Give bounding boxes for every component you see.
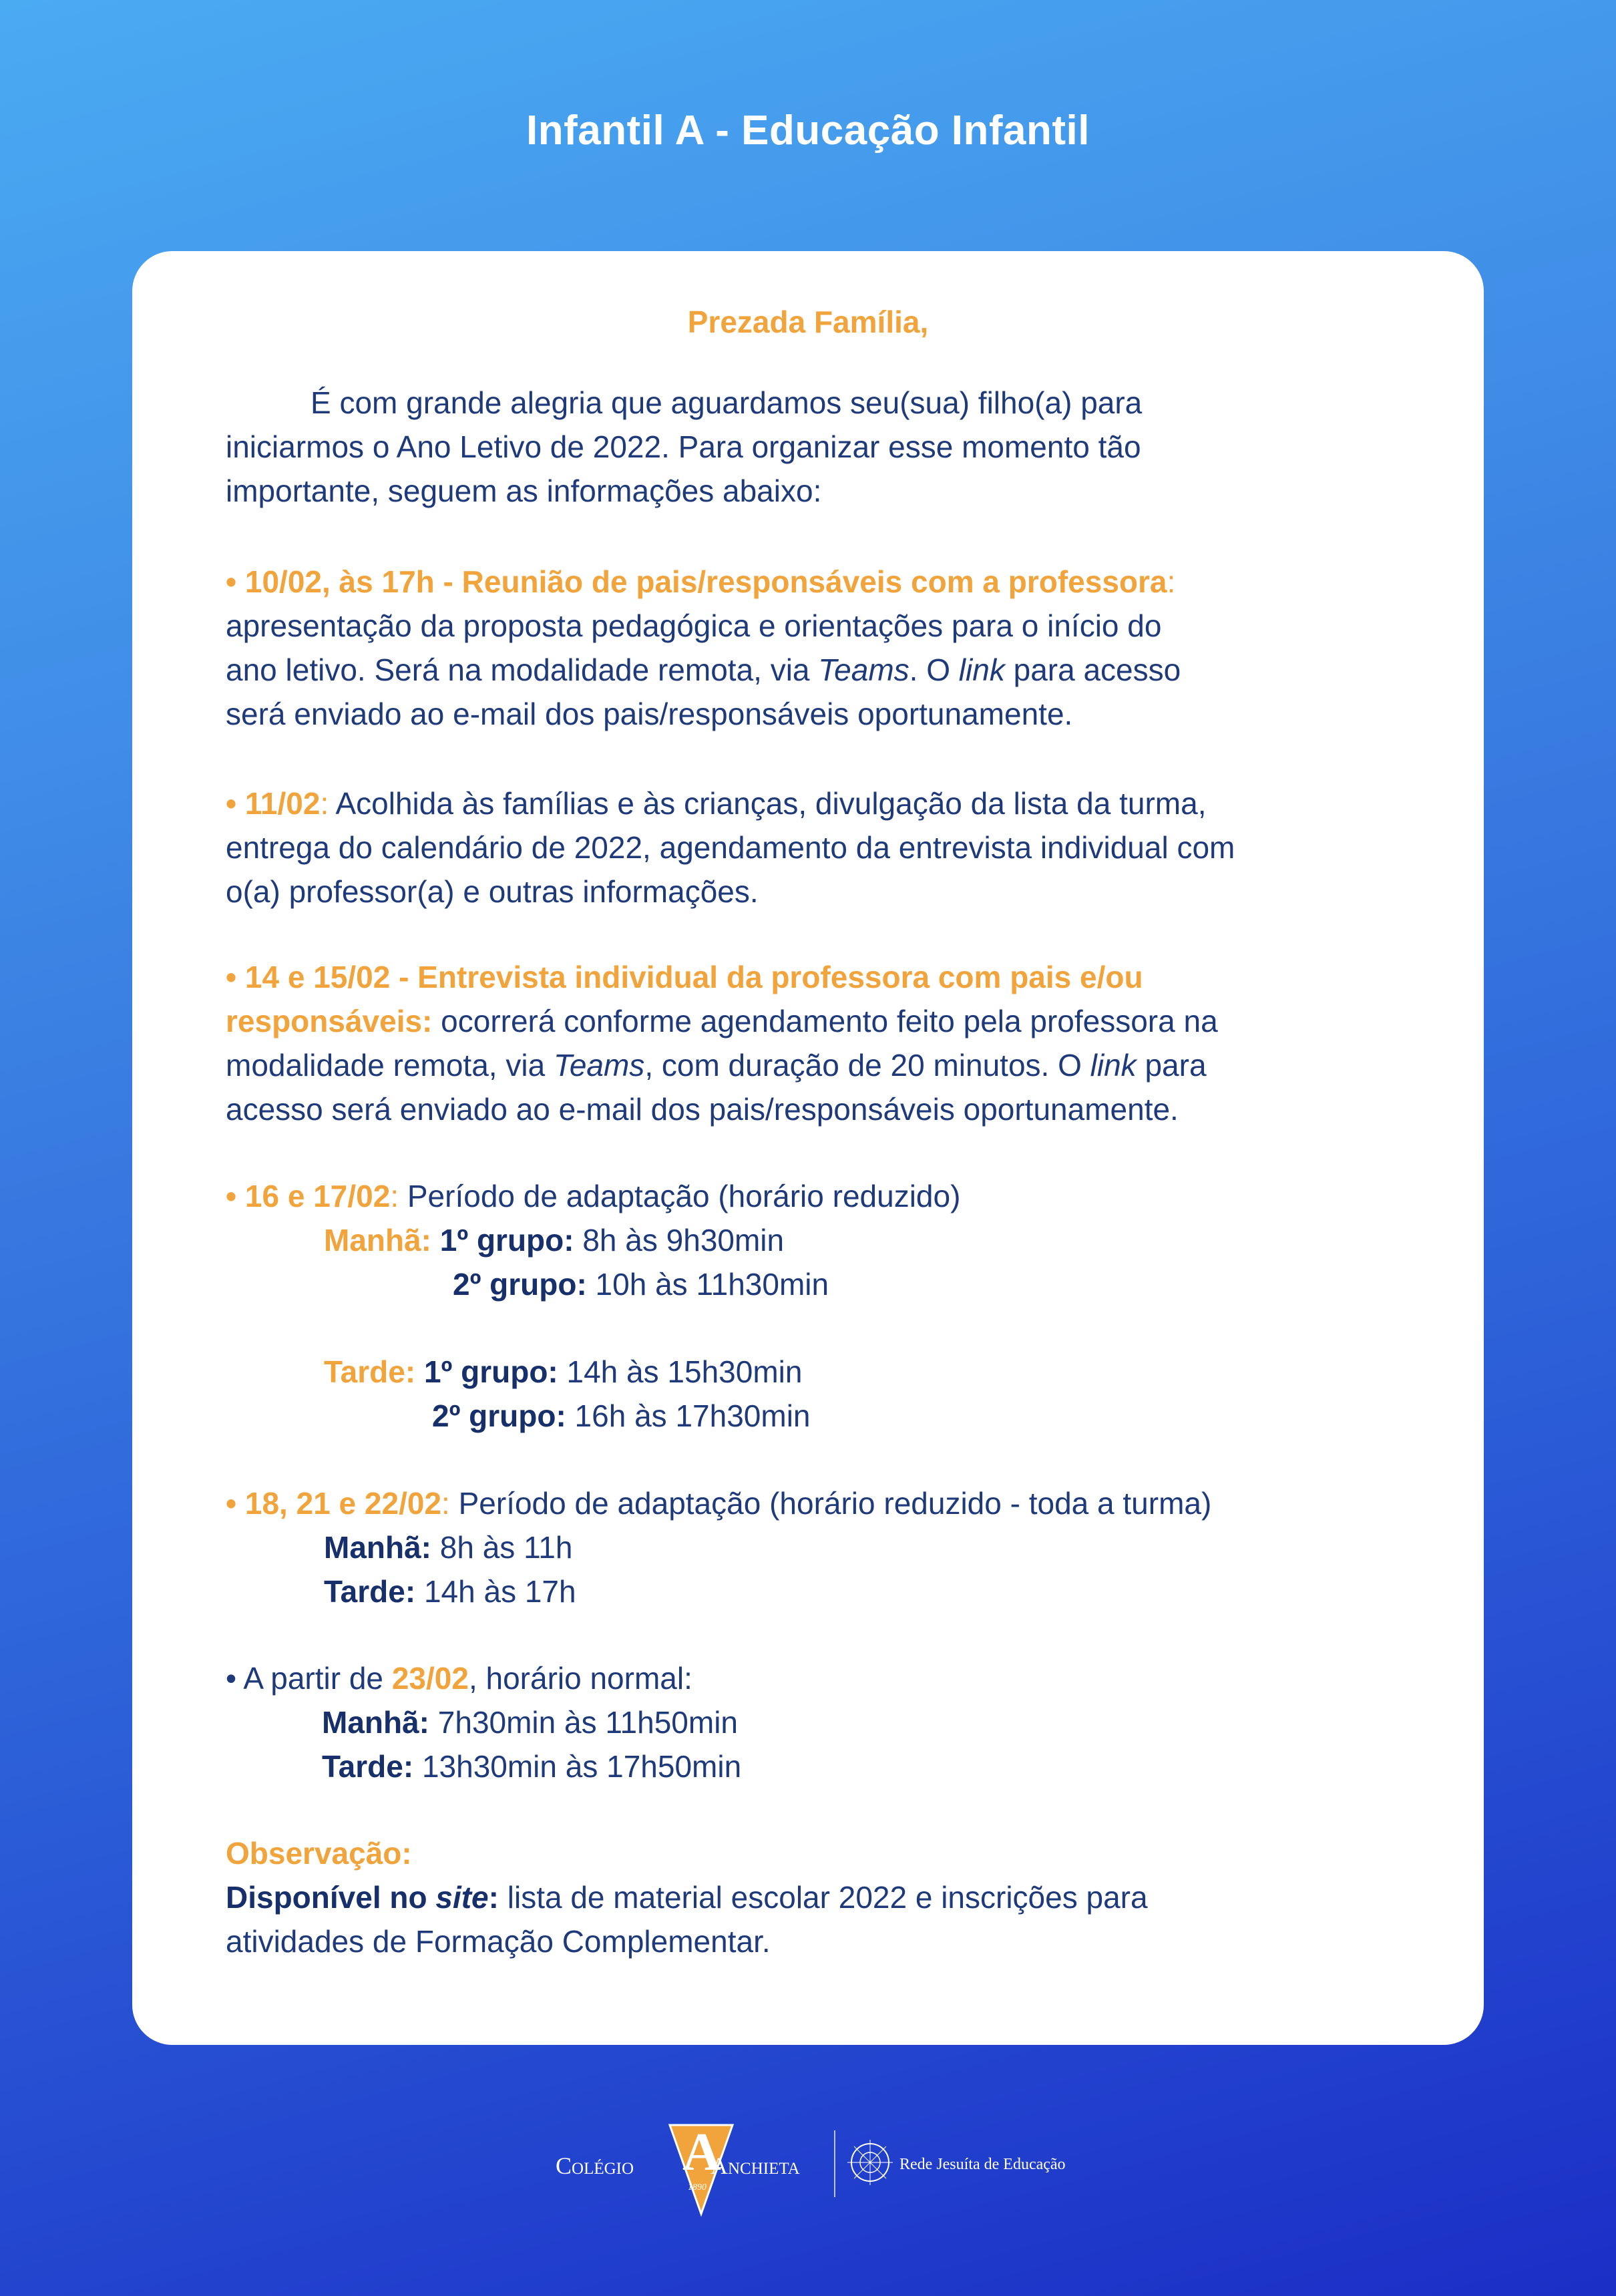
item-2-line-2: entrega do calendário de 2022, agendamento da entrevista individual com bbox=[226, 830, 1235, 865]
greeting: Prezada Família, bbox=[687, 305, 929, 339]
text-segment: Disponível no bbox=[226, 1880, 436, 1915]
item-1-title: • 10/02, às 17h - Reunião de pais/responsáveis com a professora bbox=[226, 564, 1167, 599]
item-5-title: • 18, 21 e 22/02 bbox=[226, 1486, 442, 1521]
site-word: site bbox=[435, 1880, 489, 1915]
schedule-time: 13h30min às 17h50min bbox=[413, 1749, 742, 1784]
item-2-colon: : bbox=[320, 786, 329, 821]
logo-year: 1890 bbox=[688, 2182, 706, 2192]
observacao-heading: Observação: bbox=[226, 1836, 412, 1871]
item-6-date: 23/02 bbox=[391, 1661, 469, 1696]
item-4-tarde-g2 bbox=[432, 1394, 811, 1438]
schedule-time: 7h30min às 11h50min bbox=[429, 1705, 738, 1740]
network-name: Rede Jesuíta de Educação bbox=[899, 2156, 1066, 2173]
item-4-line-1 bbox=[226, 1174, 960, 1218]
intro-line-1: É com grande alegria que aguardamos seu(sua) filho(a) para bbox=[311, 385, 1143, 420]
text-segment: lista de material escolar 2022 e inscrições para bbox=[498, 1880, 1148, 1915]
item-3-title-2: responsáveis: bbox=[226, 1004, 433, 1038]
item-3-heading bbox=[226, 955, 1143, 999]
teams-word: Teams bbox=[818, 652, 910, 687]
item-1-colon: : bbox=[1167, 564, 1176, 599]
item-1-line-2: apresentação da proposta pedagógica e orientações para o início do bbox=[226, 608, 1162, 643]
tarde-label: Tarde: bbox=[324, 1354, 416, 1389]
text-segment: ocorrerá conforme agendamento feito pela professora na bbox=[432, 1004, 1218, 1038]
intro-line-2: iniciarmos o Ano Letivo de 2022. Para organizar esse momento tão bbox=[226, 429, 1141, 464]
group-1-label: 1º grupo: bbox=[439, 1223, 574, 1258]
item-6-manha bbox=[322, 1700, 738, 1744]
observacao-line-2: atividades de Formação Complementar. bbox=[226, 1924, 771, 1959]
school-name-left: Colégio bbox=[556, 2152, 634, 2179]
item-4-colon: : bbox=[390, 1179, 399, 1213]
text-segment: , com duração de 20 minutos. O bbox=[644, 1048, 1090, 1083]
text-segment: , horário normal: bbox=[468, 1661, 692, 1696]
item-6-line-1 bbox=[226, 1656, 692, 1700]
school-name-right: Anchieta bbox=[711, 2152, 800, 2179]
text-segment: . O bbox=[909, 652, 959, 687]
intro-line-3: importante, seguem as informações abaixo: bbox=[226, 473, 822, 508]
manha-label: Manhã: bbox=[322, 1705, 429, 1740]
item-2-title: • 11/02 bbox=[226, 786, 321, 821]
logo-letter: A bbox=[682, 2123, 721, 2182]
item-3-line-3 bbox=[226, 1043, 1207, 1087]
text-segment: modalidade remota, via bbox=[226, 1048, 554, 1083]
item-6-tarde bbox=[322, 1744, 741, 1788]
item-2-line-3: o(a) professor(a) e outras informações. bbox=[226, 874, 759, 909]
teams-word: Teams bbox=[553, 1048, 645, 1083]
text-segment: Período de adaptação (horário reduzido - toda a turma) bbox=[449, 1486, 1212, 1521]
item-4-tarde-g1 bbox=[324, 1350, 802, 1394]
item-1-heading bbox=[226, 560, 1175, 604]
item-4-manha-g2 bbox=[453, 1262, 829, 1306]
schedule-time: 10h às 11h30min bbox=[586, 1267, 829, 1302]
schedule-time: 14h às 17h bbox=[415, 1574, 576, 1609]
group-2-label: 2º grupo: bbox=[453, 1267, 587, 1302]
tarde-label: Tarde: bbox=[324, 1574, 416, 1609]
text-segment: para acesso bbox=[1004, 652, 1181, 687]
text-segment: Acolhida às famílias e às crianças, divulgação da lista da turma, bbox=[329, 786, 1207, 821]
item-5-colon: : bbox=[441, 1486, 450, 1521]
text-segment: : bbox=[488, 1880, 499, 1915]
tarde-label: Tarde: bbox=[322, 1749, 414, 1784]
link-word: link bbox=[1090, 1048, 1137, 1083]
item-3-line-2 bbox=[226, 999, 1218, 1043]
manha-label: Manhã: bbox=[324, 1530, 431, 1565]
text-segment: ano letivo. Será na modalidade remota, via bbox=[226, 652, 819, 687]
item-4-manha-g1 bbox=[324, 1218, 784, 1262]
group-1-label: 1º grupo: bbox=[423, 1354, 558, 1389]
item-5-tarde bbox=[324, 1569, 576, 1613]
observacao-title bbox=[226, 1831, 412, 1875]
item-1-line-3 bbox=[226, 648, 1181, 692]
item-2-line-1 bbox=[226, 781, 1206, 825]
text-segment: Período de adaptação (horário reduzido) bbox=[399, 1179, 961, 1213]
page-title: Infantil A - Educação Infantil bbox=[526, 108, 1090, 154]
schedule-time: 16h às 17h30min bbox=[566, 1398, 811, 1433]
link-word: link bbox=[958, 652, 1005, 687]
item-4-title: • 16 e 17/02 bbox=[226, 1179, 391, 1213]
item-3-title: • 14 e 15/02 - Entrevista individual da professora com pais e/ou bbox=[226, 960, 1143, 994]
schedule-time: 8h às 9h30min bbox=[574, 1223, 785, 1258]
item-3-line-4: acesso será enviado ao e-mail dos pais/responsáveis oportunamente. bbox=[226, 1092, 1179, 1127]
item-5-manha bbox=[324, 1525, 572, 1569]
manha-label: Manhã: bbox=[324, 1223, 431, 1258]
jesuit-seal-icon bbox=[847, 2140, 893, 2185]
group-2-label: 2º grupo: bbox=[432, 1398, 566, 1433]
observacao-line-1 bbox=[226, 1875, 1148, 1919]
schedule-time: 14h às 15h30min bbox=[558, 1354, 803, 1389]
schedule-time: 8h às 11h bbox=[431, 1530, 573, 1565]
text-segment: para bbox=[1136, 1048, 1207, 1083]
item-1-line-4: será enviado ao e-mail dos pais/responsáveis oportunamente. bbox=[226, 697, 1073, 731]
text-segment: • A partir de bbox=[226, 1661, 392, 1696]
item-5-line-1 bbox=[226, 1481, 1211, 1525]
